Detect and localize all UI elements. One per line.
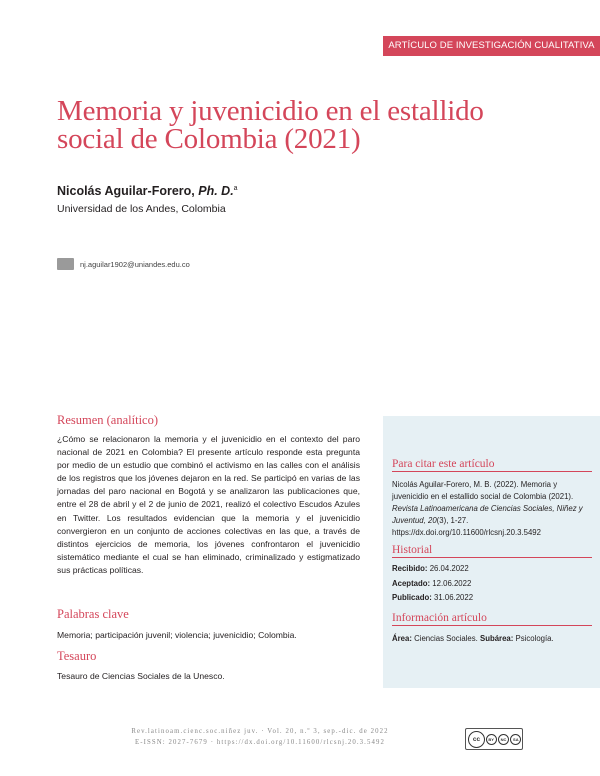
- cc-license-badge[interactable]: [465, 728, 523, 750]
- author-affiliation: Universidad de los Andes, Colombia: [57, 203, 226, 215]
- citation-part1: Nicolás Aguilar-Forero, M. B. (2022). Memoria y juvenicidio en el estallido social de Colombia (2021).: [392, 480, 574, 501]
- article-type-banner: ARTÍCULO DE INVESTIGACIÓN CUALITATIVA: [383, 36, 600, 56]
- author-email-row: [57, 258, 190, 270]
- citation-volume: 20: [427, 516, 437, 525]
- cc-nc-icon: NC: [498, 734, 509, 745]
- citation-part2[interactable]: (3), 1-27. https://dx.doi.org/10.11600/rlcsnj.20.3.5492: [392, 516, 541, 537]
- history-accepted: Aceptado: 12.06.2022: [392, 579, 472, 588]
- history-received: Recibido: 26.04.2022: [392, 564, 469, 573]
- author-name: Nicolás Aguilar-Forero,: [57, 184, 195, 198]
- thesaurus-text: Tesauro de Ciencias Sociales de la Unesco.: [57, 671, 225, 681]
- citation-text: [392, 479, 592, 539]
- cc-logo-icon: cc: [468, 731, 485, 748]
- author-degree: Ph. D.: [198, 184, 234, 198]
- journal-footer: [60, 726, 460, 748]
- history-heading: Historial: [392, 544, 592, 558]
- mail-icon: [57, 258, 74, 270]
- history-published: Publicado: 31.06.2022: [392, 593, 474, 602]
- abstract-heading: Resumen (analítico): [57, 413, 159, 427]
- keywords-text: Memoria; participación juvenil; violencia; juvenicidio; Colombia.: [57, 630, 297, 640]
- author-footnote-mark: a: [233, 185, 238, 192]
- citation-journal: Revista Latinoamericana de Ciencias Sociales, Niñez y Juventud,: [392, 504, 583, 525]
- keywords-heading: Palabras clave: [57, 607, 129, 621]
- cc-sa-icon: SA: [510, 734, 521, 745]
- author-line: [57, 184, 238, 198]
- article-info-sidebar: [383, 416, 600, 688]
- abstract-text: ¿Cómo se relacionaron la memoria y el juvenicidio en el contexto del paro nacional de 2021 en Colombia? El presente artículo responde esta pregunta por medio de un estudio que combinó el activismo en las calles con el análisis de los registros que los jóvenes dejaron en la red. Se participó en varias de las jornadas del paro nacional en Bogotá y se analizaron las publicaciones que, entre el 28 de abril y el 2 de junio de 2021, realizó el colectivo Escudos Azules en Twitter. Los resultados evidencian que la memoria y el juvenicidio convergieron en un conjunto de acciones colectivas en las que, a través de distintos ejercicios de memoria, los jóvenes confrontaron el juvenicidio sistemático mediante el cual se han eliminado, criminalizado y estigmatizado sus prácticas políticas.: [57, 434, 360, 575]
- info-heading: Información artículo: [392, 612, 592, 626]
- footer-line-2: E-ISSN: 2027-7679 · https://dx.doi.org/10.11600/rlcsnj.20.3.5492: [135, 739, 385, 746]
- cite-heading: Para citar este artículo: [392, 458, 592, 472]
- article-title: Memoria y juvenicidio en el estallido social de Colombia (2021): [57, 95, 484, 155]
- info-area: Área: Ciencias Sociales. Subárea: Psicología.: [392, 634, 554, 643]
- thesaurus-heading: Tesauro: [57, 649, 97, 663]
- cc-by-icon: BY: [486, 734, 497, 745]
- author-email-link[interactable]: nj.aguilar1902@uniandes.edu.co: [80, 259, 190, 269]
- footer-line-1: Rev.latinoam.cienc.soc.niñez juv. · Vol. 20, n.º 3, sep.-dic. de 2022: [131, 728, 389, 735]
